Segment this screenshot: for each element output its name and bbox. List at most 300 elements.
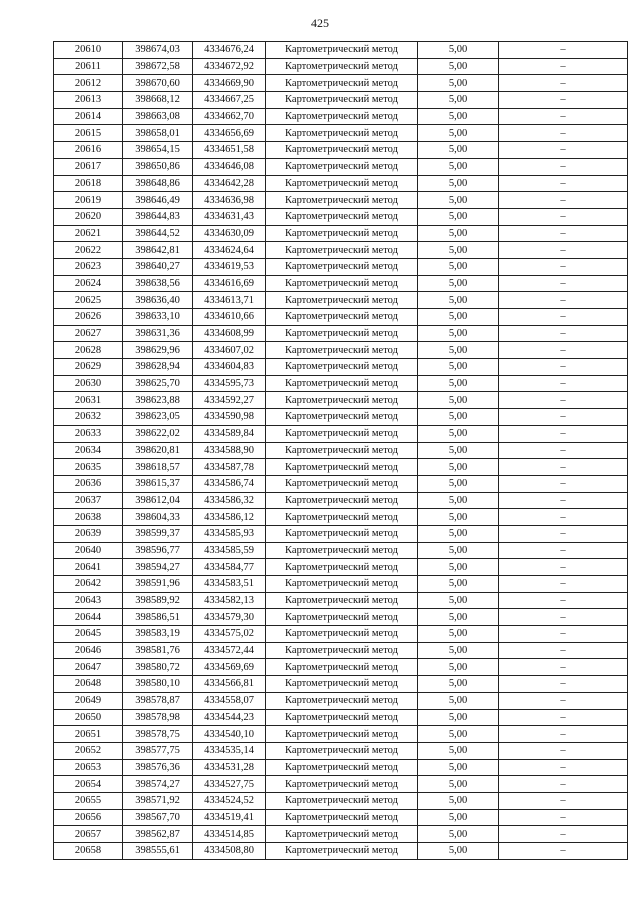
error-cell: 5,00 <box>418 843 499 860</box>
error-cell: 5,00 <box>418 158 499 175</box>
point-number-cell: 20625 <box>54 292 123 309</box>
note-cell: – <box>499 542 628 559</box>
error-cell: 5,00 <box>418 225 499 242</box>
point-number-cell: 20655 <box>54 792 123 809</box>
table-row <box>54 225 628 242</box>
method-cell: Картометрический метод <box>266 742 418 759</box>
method-cell: Картометрический метод <box>266 208 418 225</box>
x-coordinate-cell: 398648,86 <box>123 175 193 192</box>
note-cell: – <box>499 776 628 793</box>
table-row <box>54 592 628 609</box>
note-cell: – <box>499 275 628 292</box>
table-row <box>54 409 628 426</box>
x-coordinate-cell: 398672,58 <box>123 58 193 75</box>
y-coordinate-cell: 4334585,59 <box>193 542 266 559</box>
x-coordinate-cell: 398623,88 <box>123 392 193 409</box>
point-number-cell: 20644 <box>54 609 123 626</box>
method-cell: Картометрический метод <box>266 759 418 776</box>
table-row <box>54 792 628 809</box>
error-cell: 5,00 <box>418 375 499 392</box>
table-row <box>54 525 628 542</box>
y-coordinate-cell: 4334579,30 <box>193 609 266 626</box>
method-cell: Картометрический метод <box>266 525 418 542</box>
x-coordinate-cell: 398580,72 <box>123 659 193 676</box>
x-coordinate-cell: 398644,52 <box>123 225 193 242</box>
x-coordinate-cell: 398571,92 <box>123 792 193 809</box>
table-row <box>54 609 628 626</box>
x-coordinate-cell: 398631,36 <box>123 325 193 342</box>
method-cell: Картометрический метод <box>266 359 418 376</box>
x-coordinate-cell: 398612,04 <box>123 492 193 509</box>
page-number: 425 <box>311 16 329 30</box>
point-number-cell: 20651 <box>54 726 123 743</box>
y-coordinate-cell: 4334575,02 <box>193 626 266 643</box>
error-cell: 5,00 <box>418 442 499 459</box>
table-row <box>54 742 628 759</box>
method-cell: Картометрический метод <box>266 175 418 192</box>
x-coordinate-cell: 398654,15 <box>123 142 193 159</box>
note-cell: – <box>499 742 628 759</box>
error-cell: 5,00 <box>418 75 499 92</box>
error-cell: 5,00 <box>418 192 499 209</box>
method-cell: Картометрический метод <box>266 92 418 109</box>
point-number-cell: 20619 <box>54 192 123 209</box>
table-row <box>54 42 628 59</box>
note-cell: – <box>499 709 628 726</box>
method-cell: Картометрический метод <box>266 158 418 175</box>
y-coordinate-cell: 4334672,92 <box>193 58 266 75</box>
method-cell: Картометрический метод <box>266 676 418 693</box>
table-row <box>54 692 628 709</box>
note-cell: – <box>499 42 628 59</box>
y-coordinate-cell: 4334572,44 <box>193 642 266 659</box>
x-coordinate-cell: 398604,33 <box>123 509 193 526</box>
table-row <box>54 375 628 392</box>
x-coordinate-cell: 398578,87 <box>123 692 193 709</box>
y-coordinate-cell: 4334589,84 <box>193 425 266 442</box>
table-body <box>54 42 628 860</box>
table-row <box>54 58 628 75</box>
error-cell: 5,00 <box>418 492 499 509</box>
point-number-cell: 20648 <box>54 676 123 693</box>
method-cell: Картометрический метод <box>266 342 418 359</box>
point-number-cell: 20640 <box>54 542 123 559</box>
table-row <box>54 542 628 559</box>
y-coordinate-cell: 4334662,70 <box>193 108 266 125</box>
note-cell: – <box>499 659 628 676</box>
y-coordinate-cell: 4334676,24 <box>193 42 266 59</box>
method-cell: Картометрический метод <box>266 225 418 242</box>
method-cell: Картометрический метод <box>266 192 418 209</box>
y-coordinate-cell: 4334558,07 <box>193 692 266 709</box>
x-coordinate-cell: 398642,81 <box>123 242 193 259</box>
y-coordinate-cell: 4334586,74 <box>193 475 266 492</box>
point-number-cell: 20611 <box>54 58 123 75</box>
note-cell: – <box>499 792 628 809</box>
method-cell: Картометрический метод <box>266 809 418 826</box>
note-cell: – <box>499 492 628 509</box>
x-coordinate-cell: 398578,75 <box>123 726 193 743</box>
method-cell: Картометрический метод <box>266 375 418 392</box>
x-coordinate-cell: 398628,94 <box>123 359 193 376</box>
error-cell: 5,00 <box>418 258 499 275</box>
error-cell: 5,00 <box>418 559 499 576</box>
table-row <box>54 275 628 292</box>
method-cell: Картометрический метод <box>266 492 418 509</box>
coordinates-table <box>53 41 628 860</box>
method-cell: Картометрический метод <box>266 609 418 626</box>
error-cell: 5,00 <box>418 676 499 693</box>
error-cell: 5,00 <box>418 425 499 442</box>
error-cell: 5,00 <box>418 392 499 409</box>
table-row <box>54 292 628 309</box>
y-coordinate-cell: 4334610,66 <box>193 309 266 326</box>
error-cell: 5,00 <box>418 626 499 643</box>
error-cell: 5,00 <box>418 726 499 743</box>
x-coordinate-cell: 398555,61 <box>123 843 193 860</box>
error-cell: 5,00 <box>418 58 499 75</box>
note-cell: – <box>499 125 628 142</box>
y-coordinate-cell: 4334636,98 <box>193 192 266 209</box>
point-number-cell: 20647 <box>54 659 123 676</box>
method-cell: Картометрический метод <box>266 75 418 92</box>
method-cell: Картометрический метод <box>266 325 418 342</box>
note-cell: – <box>499 609 628 626</box>
x-coordinate-cell: 398650,86 <box>123 158 193 175</box>
y-coordinate-cell: 4334651,58 <box>193 142 266 159</box>
table-row <box>54 576 628 593</box>
error-cell: 5,00 <box>418 459 499 476</box>
y-coordinate-cell: 4334624,64 <box>193 242 266 259</box>
table-row <box>54 776 628 793</box>
method-cell: Картометрический метод <box>266 559 418 576</box>
table-row <box>54 642 628 659</box>
method-cell: Картометрический метод <box>266 843 418 860</box>
method-cell: Картометрический метод <box>266 642 418 659</box>
note-cell: – <box>499 192 628 209</box>
y-coordinate-cell: 4334524,52 <box>193 792 266 809</box>
error-cell: 5,00 <box>418 175 499 192</box>
y-coordinate-cell: 4334656,69 <box>193 125 266 142</box>
table-row <box>54 559 628 576</box>
point-number-cell: 20620 <box>54 208 123 225</box>
table-row <box>54 475 628 492</box>
note-cell: – <box>499 425 628 442</box>
error-cell: 5,00 <box>418 509 499 526</box>
point-number-cell: 20649 <box>54 692 123 709</box>
x-coordinate-cell: 398625,70 <box>123 375 193 392</box>
point-number-cell: 20618 <box>54 175 123 192</box>
point-number-cell: 20632 <box>54 409 123 426</box>
point-number-cell: 20610 <box>54 42 123 59</box>
table-row <box>54 809 628 826</box>
point-number-cell: 20658 <box>54 843 123 860</box>
x-coordinate-cell: 398623,05 <box>123 409 193 426</box>
note-cell: – <box>499 92 628 109</box>
method-cell: Картометрический метод <box>266 292 418 309</box>
table-row <box>54 759 628 776</box>
point-number-cell: 20643 <box>54 592 123 609</box>
method-cell: Картометрический метод <box>266 42 418 59</box>
point-number-cell: 20638 <box>54 509 123 526</box>
point-number-cell: 20654 <box>54 776 123 793</box>
x-coordinate-cell: 398576,36 <box>123 759 193 776</box>
table-row <box>54 75 628 92</box>
x-coordinate-cell: 398620,81 <box>123 442 193 459</box>
note-cell: – <box>499 676 628 693</box>
table-row <box>54 142 628 159</box>
error-cell: 5,00 <box>418 776 499 793</box>
method-cell: Картометрический метод <box>266 142 418 159</box>
y-coordinate-cell: 4334531,28 <box>193 759 266 776</box>
error-cell: 5,00 <box>418 692 499 709</box>
note-cell: – <box>499 258 628 275</box>
error-cell: 5,00 <box>418 742 499 759</box>
note-cell: – <box>499 75 628 92</box>
method-cell: Картометрический метод <box>266 659 418 676</box>
x-coordinate-cell: 398644,83 <box>123 208 193 225</box>
error-cell: 5,00 <box>418 792 499 809</box>
y-coordinate-cell: 4334585,93 <box>193 525 266 542</box>
point-number-cell: 20645 <box>54 626 123 643</box>
method-cell: Картометрический метод <box>266 709 418 726</box>
note-cell: – <box>499 826 628 843</box>
method-cell: Картометрический метод <box>266 576 418 593</box>
table-row <box>54 392 628 409</box>
error-cell: 5,00 <box>418 475 499 492</box>
method-cell: Картометрический метод <box>266 776 418 793</box>
y-coordinate-cell: 4334587,78 <box>193 459 266 476</box>
y-coordinate-cell: 4334588,90 <box>193 442 266 459</box>
table-row <box>54 309 628 326</box>
x-coordinate-cell: 398581,76 <box>123 642 193 659</box>
point-number-cell: 20642 <box>54 576 123 593</box>
y-coordinate-cell: 4334584,77 <box>193 559 266 576</box>
error-cell: 5,00 <box>418 142 499 159</box>
error-cell: 5,00 <box>418 208 499 225</box>
x-coordinate-cell: 398636,40 <box>123 292 193 309</box>
point-number-cell: 20613 <box>54 92 123 109</box>
error-cell: 5,00 <box>418 108 499 125</box>
note-cell: – <box>499 525 628 542</box>
y-coordinate-cell: 4334595,73 <box>193 375 266 392</box>
y-coordinate-cell: 4334630,09 <box>193 225 266 242</box>
table-row <box>54 208 628 225</box>
method-cell: Картометрический метод <box>266 692 418 709</box>
error-cell: 5,00 <box>418 592 499 609</box>
table-row <box>54 325 628 342</box>
table-row <box>54 726 628 743</box>
note-cell: – <box>499 692 628 709</box>
table-row <box>54 258 628 275</box>
error-cell: 5,00 <box>418 325 499 342</box>
note-cell: – <box>499 642 628 659</box>
table-row <box>54 709 628 726</box>
y-coordinate-cell: 4334527,75 <box>193 776 266 793</box>
y-coordinate-cell: 4334514,85 <box>193 826 266 843</box>
table-row <box>54 492 628 509</box>
method-cell: Картометрический метод <box>266 726 418 743</box>
y-coordinate-cell: 4334619,53 <box>193 258 266 275</box>
point-number-cell: 20630 <box>54 375 123 392</box>
error-cell: 5,00 <box>418 359 499 376</box>
point-number-cell: 20631 <box>54 392 123 409</box>
method-cell: Картометрический метод <box>266 309 418 326</box>
x-coordinate-cell: 398622,02 <box>123 425 193 442</box>
note-cell: – <box>499 142 628 159</box>
method-cell: Картометрический метод <box>266 542 418 559</box>
x-coordinate-cell: 398658,01 <box>123 125 193 142</box>
note-cell: – <box>499 375 628 392</box>
x-coordinate-cell: 398663,08 <box>123 108 193 125</box>
error-cell: 5,00 <box>418 292 499 309</box>
note-cell: – <box>499 108 628 125</box>
point-number-cell: 20623 <box>54 258 123 275</box>
point-number-cell: 20621 <box>54 225 123 242</box>
table-row <box>54 242 628 259</box>
error-cell: 5,00 <box>418 542 499 559</box>
x-coordinate-cell: 398583,19 <box>123 626 193 643</box>
point-number-cell: 20650 <box>54 709 123 726</box>
x-coordinate-cell: 398615,37 <box>123 475 193 492</box>
x-coordinate-cell: 398586,51 <box>123 609 193 626</box>
x-coordinate-cell: 398596,77 <box>123 542 193 559</box>
y-coordinate-cell: 4334586,12 <box>193 509 266 526</box>
point-number-cell: 20615 <box>54 125 123 142</box>
note-cell: – <box>499 225 628 242</box>
table-row <box>54 626 628 643</box>
x-coordinate-cell: 398633,10 <box>123 309 193 326</box>
note-cell: – <box>499 759 628 776</box>
x-coordinate-cell: 398562,87 <box>123 826 193 843</box>
note-cell: – <box>499 843 628 860</box>
method-cell: Картометрический метод <box>266 258 418 275</box>
error-cell: 5,00 <box>418 42 499 59</box>
point-number-cell: 20628 <box>54 342 123 359</box>
point-number-cell: 20657 <box>54 826 123 843</box>
note-cell: – <box>499 158 628 175</box>
x-coordinate-cell: 398670,60 <box>123 75 193 92</box>
error-cell: 5,00 <box>418 242 499 259</box>
point-number-cell: 20616 <box>54 142 123 159</box>
x-coordinate-cell: 398599,37 <box>123 525 193 542</box>
point-number-cell: 20646 <box>54 642 123 659</box>
note-cell: – <box>499 58 628 75</box>
point-number-cell: 20652 <box>54 742 123 759</box>
x-coordinate-cell: 398646,49 <box>123 192 193 209</box>
point-number-cell: 20626 <box>54 309 123 326</box>
error-cell: 5,00 <box>418 576 499 593</box>
point-number-cell: 20635 <box>54 459 123 476</box>
point-number-cell: 20633 <box>54 425 123 442</box>
y-coordinate-cell: 4334616,69 <box>193 275 266 292</box>
y-coordinate-cell: 4334544,23 <box>193 709 266 726</box>
error-cell: 5,00 <box>418 342 499 359</box>
error-cell: 5,00 <box>418 809 499 826</box>
note-cell: – <box>499 475 628 492</box>
error-cell: 5,00 <box>418 275 499 292</box>
method-cell: Картометрический метод <box>266 592 418 609</box>
note-cell: – <box>499 809 628 826</box>
table-row <box>54 342 628 359</box>
method-cell: Картометрический метод <box>266 626 418 643</box>
x-coordinate-cell: 398591,96 <box>123 576 193 593</box>
y-coordinate-cell: 4334667,25 <box>193 92 266 109</box>
error-cell: 5,00 <box>418 642 499 659</box>
y-coordinate-cell: 4334607,02 <box>193 342 266 359</box>
note-cell: – <box>499 459 628 476</box>
note-cell: – <box>499 409 628 426</box>
y-coordinate-cell: 4334642,28 <box>193 175 266 192</box>
error-cell: 5,00 <box>418 609 499 626</box>
note-cell: – <box>499 175 628 192</box>
table-row <box>54 659 628 676</box>
method-cell: Картометрический метод <box>266 409 418 426</box>
point-number-cell: 20624 <box>54 275 123 292</box>
method-cell: Картометрический метод <box>266 442 418 459</box>
note-cell: – <box>499 442 628 459</box>
table-row <box>54 442 628 459</box>
method-cell: Картометрический метод <box>266 826 418 843</box>
y-coordinate-cell: 4334613,71 <box>193 292 266 309</box>
method-cell: Картометрический метод <box>266 459 418 476</box>
note-cell: – <box>499 292 628 309</box>
y-coordinate-cell: 4334646,08 <box>193 158 266 175</box>
note-cell: – <box>499 576 628 593</box>
method-cell: Картометрический метод <box>266 58 418 75</box>
point-number-cell: 20656 <box>54 809 123 826</box>
y-coordinate-cell: 4334582,13 <box>193 592 266 609</box>
table-row <box>54 359 628 376</box>
y-coordinate-cell: 4334566,81 <box>193 676 266 693</box>
error-cell: 5,00 <box>418 659 499 676</box>
error-cell: 5,00 <box>418 92 499 109</box>
y-coordinate-cell: 4334631,43 <box>193 208 266 225</box>
y-coordinate-cell: 4334590,98 <box>193 409 266 426</box>
y-coordinate-cell: 4334540,10 <box>193 726 266 743</box>
method-cell: Картометрический метод <box>266 425 418 442</box>
error-cell: 5,00 <box>418 525 499 542</box>
point-number-cell: 20614 <box>54 108 123 125</box>
table-row <box>54 509 628 526</box>
y-coordinate-cell: 4334583,51 <box>193 576 266 593</box>
note-cell: – <box>499 626 628 643</box>
table-row <box>54 92 628 109</box>
point-number-cell: 20641 <box>54 559 123 576</box>
error-cell: 5,00 <box>418 709 499 726</box>
error-cell: 5,00 <box>418 409 499 426</box>
error-cell: 5,00 <box>418 759 499 776</box>
x-coordinate-cell: 398567,70 <box>123 809 193 826</box>
table-row <box>54 843 628 860</box>
method-cell: Картометрический метод <box>266 509 418 526</box>
error-cell: 5,00 <box>418 125 499 142</box>
y-coordinate-cell: 4334508,80 <box>193 843 266 860</box>
point-number-cell: 20637 <box>54 492 123 509</box>
point-number-cell: 20639 <box>54 525 123 542</box>
note-cell: – <box>499 726 628 743</box>
note-cell: – <box>499 359 628 376</box>
x-coordinate-cell: 398629,96 <box>123 342 193 359</box>
table-row <box>54 676 628 693</box>
x-coordinate-cell: 398638,56 <box>123 275 193 292</box>
point-number-cell: 20636 <box>54 475 123 492</box>
x-coordinate-cell: 398577,75 <box>123 742 193 759</box>
error-cell: 5,00 <box>418 826 499 843</box>
y-coordinate-cell: 4334604,83 <box>193 359 266 376</box>
y-coordinate-cell: 4334569,69 <box>193 659 266 676</box>
point-number-cell: 20653 <box>54 759 123 776</box>
